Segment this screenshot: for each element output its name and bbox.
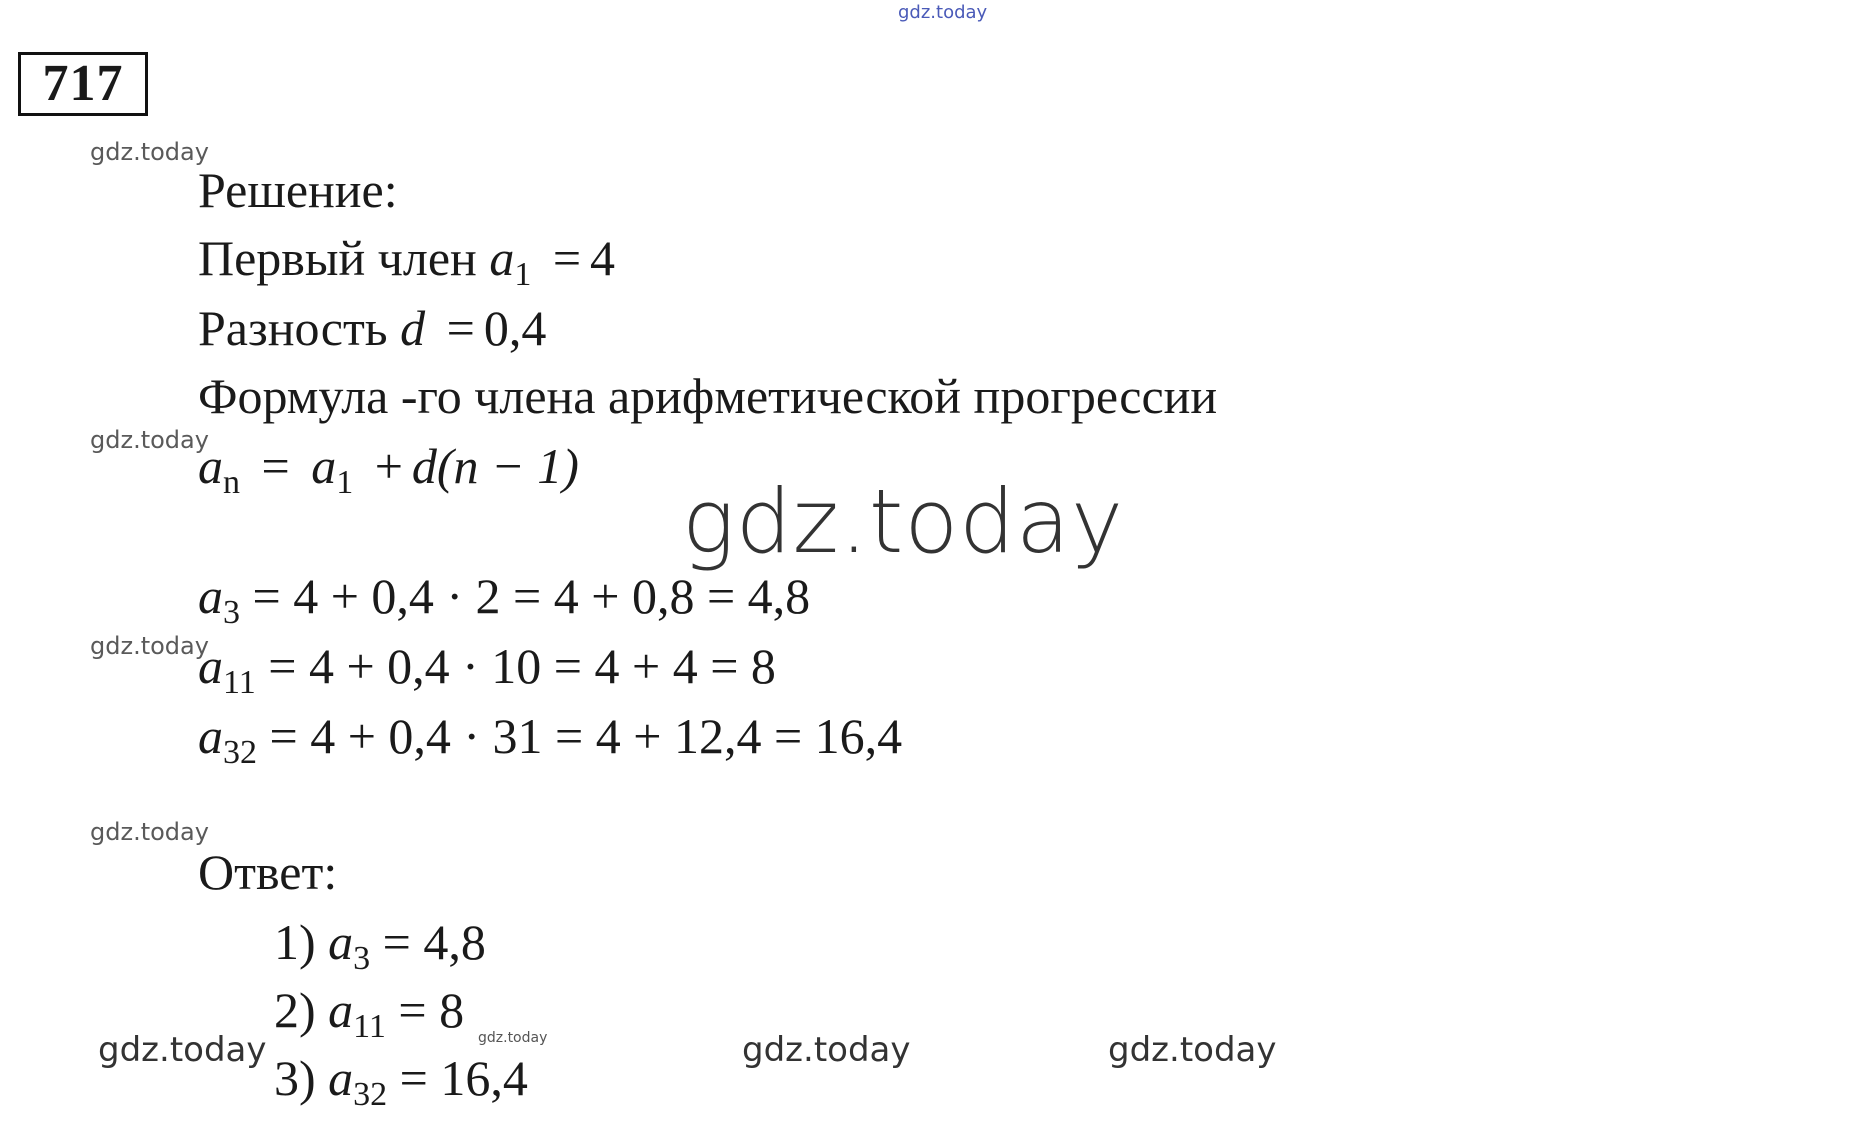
answer-sub: 3 [353,940,371,977]
watermark-top: gdz.today [898,2,988,23]
answer-num: 2) [274,982,316,1038]
answer-var: a [328,914,354,970]
calc-sub: 3 [223,594,240,631]
difference-eq: = [446,300,475,356]
formula-title: Формула -го члена арифметической прогрессии [198,368,1218,424]
formula-lhs-sub: n [223,464,240,501]
difference-line [198,298,546,358]
formula-t2: d(n − 1) [411,438,579,494]
watermark-left-2: gdz.today [90,426,209,454]
calc-line [198,566,810,643]
answer-expr: = 4,8 [382,914,486,970]
calc-sub: 11 [223,664,256,701]
answer-var: a [328,982,354,1038]
watermark-left-1: gdz.today [90,138,209,166]
problem-number: 717 [18,52,148,116]
calc-line [198,636,776,713]
formula-plus: + [374,438,403,494]
first-term-sub: 1 [514,256,532,293]
difference-var: d [400,300,426,356]
answer-expr: = 8 [398,982,465,1038]
first-term-var: a [489,230,515,286]
watermark-left-4: gdz.today [90,818,209,846]
formula-eq: = [261,438,290,494]
answer-expr: = 16,4 [399,1050,528,1106]
difference-value: 0,4 [483,300,547,356]
watermark-left-3: gdz.today [90,632,209,660]
answer-heading: Ответ: [198,844,338,900]
solution-heading: Решение: [198,162,398,218]
first-term-line [198,228,615,305]
calc-expr: = 4 + 0,4 · 2 = 4 + 0,8 = 4,8 [252,568,811,624]
first-term-value: 4 [590,230,616,286]
difference-label: Разность [198,300,388,356]
calc-expr: = 4 + 0,4 · 10 = 4 + 4 = 8 [268,638,776,694]
calc-expr: = 4 + 0,4 · 31 = 4 + 12,4 = 16,4 [269,708,903,764]
answer-item [274,1048,528,1125]
watermark-bottom-2: gdz.today [742,1030,911,1070]
first-term-eq: = [552,230,582,286]
calc-sub: 32 [223,734,257,771]
answer-sub: 11 [353,1008,386,1045]
formula-t1-var: a [311,438,337,494]
first-term-label: Первый член [198,230,477,286]
answer-item [274,980,464,1057]
watermark-center: gdz.today [682,470,1125,573]
formula-line [198,436,579,513]
formula-t1-sub: 1 [336,464,354,501]
answer-item [274,912,486,989]
answer-var: a [328,1050,354,1106]
formula-lhs-var: a [198,438,223,494]
answer-sub: 32 [353,1076,388,1113]
calc-var: a [198,708,223,764]
calc-line [198,706,902,783]
watermark-bottom-tiny: gdz.today [478,1030,548,1046]
calc-var: a [198,638,223,694]
answer-num: 3) [274,1050,316,1106]
calc-var: a [198,568,223,624]
answer-num: 1) [274,914,316,970]
watermark-bottom-1: gdz.today [98,1030,267,1070]
watermark-bottom-3: gdz.today [1108,1030,1277,1070]
